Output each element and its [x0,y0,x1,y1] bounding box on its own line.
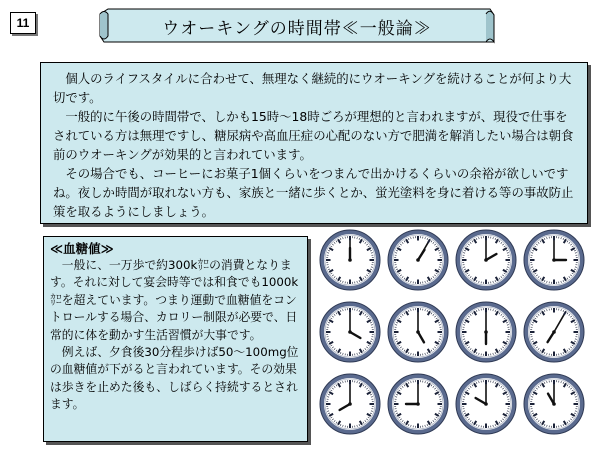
intro-box [40,62,588,224]
intro-paragraph: その場合でも、コーヒーにお菓子1個くらいをつまんで出かけるくらいの余裕が欲しいですね。夜しか時間が取れない方も、家族と一緒に歩くとか、蛍光塗料を身に着ける等の事故防止策を取るようにしましょう。 [53,166,574,219]
slide-number: 11 [10,12,36,34]
blood-glucose-paragraph: 例えば、夕食後30分程歩けば50～100mg位の血糖値が下がると言われています。その効果は歩きを止めた後も、しばらく持続するとされます。 [50,345,299,412]
page-title: ウオーキングの時間帯≪一般論≫ [162,18,432,39]
clock-icon [318,372,382,436]
clock-icon [386,372,450,436]
intro-paragraph: 個人のライフスタイルに合わせて、無理なく継続的にウオーキングを続けることが何より大切です。 [53,71,572,105]
clock-icon [454,228,518,292]
clock-icon [318,300,382,364]
clock-grid [314,228,594,448]
clock-icon [454,300,518,364]
clock-icon [454,372,518,436]
blood-glucose-box [43,236,308,442]
clock-icon [522,372,586,436]
intro-paragraph: 一般的に午後の時間帯で、しかも15時～18時ごろが理想的と言われますが、現役で仕事をされている方は無理ですし、糖尿病や高血圧症の心配のない方で肥満を解消したい場合は朝食前のウオーキングが効果的と言われています。 [53,109,574,162]
clock-icon [522,228,586,292]
title-banner [98,6,496,46]
clock-icon [386,300,450,364]
blood-glucose-heading: ≪血糖値≫ [50,241,114,256]
clock-icon [522,300,586,364]
clock-icon [318,228,382,292]
clock-icon [386,228,450,292]
blood-glucose-paragraph: 一般に、一万歩で約300k㌍の消費となります。それに対して宴会時等では和食でも1000k㌍を超えています。つまり運動で血糖値をコントロールする場合、カロリー制限が必要で、日常的に体を動かす生活習慣が大事です。 [50,258,299,342]
